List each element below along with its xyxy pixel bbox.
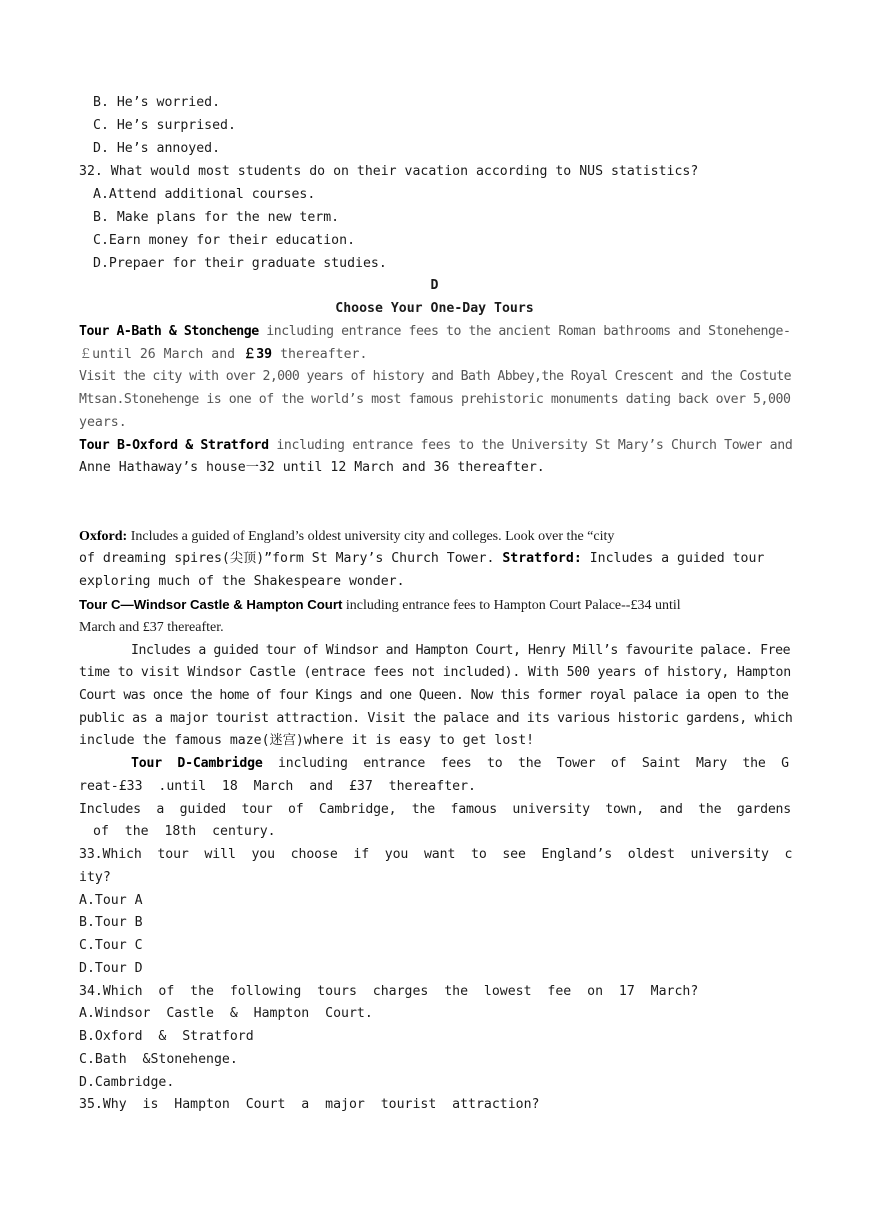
q33-option-c: C.Tour C [79, 938, 143, 953]
q33-option-d: D.Tour D [79, 961, 143, 976]
q34-option-d: D.Cambridge. [79, 1075, 175, 1090]
q33-question-2: ity? [79, 870, 111, 885]
q33-option-a: A.Tour A [79, 893, 143, 908]
tour-d-fee-text: including entrance fees to the Tower of Saint Mary the G [262, 756, 789, 771]
tour-c-heading: Tour C—Windsor Castle & Hampton Court [79, 597, 343, 612]
tour-d-desc-2: of the 18th century. [93, 824, 276, 839]
tour-b-oxford-line2 [79, 548, 791, 571]
q32-option-a: A.Attend additional courses. [93, 187, 316, 202]
q32-option-c: C.Earn money for their education. [93, 233, 356, 248]
q32-option-b: B. Make plans for the new term. [93, 210, 340, 225]
tour-a-desc-2: Mtsan.Stonehenge is one of the world’s most famous prehistoric monuments dating back over 5,000 [79, 392, 791, 407]
q35-question: 35.Why is Hampton Court a major tourist attraction? [79, 1097, 540, 1112]
tour-c-desc-4: public as a major tourist attraction. Visit the palace and its various historic gardens, which [79, 711, 793, 726]
tour-c-desc-1: Includes a guided tour of Windsor and Hampton Court, Henry Mill’s favourite palace. Free [131, 643, 791, 658]
tour-b-fee-text: including entrance fees to the University St Mary’s Church Tower and [268, 438, 793, 453]
q34-question: 34.Which of the following tours charges the lowest fee on 17 March? [79, 984, 699, 999]
tour-b-oxford-line1 [79, 526, 791, 549]
q32-option-d: D.Prepaer for their graduate studies. [93, 256, 387, 271]
tour-a-heading: Tour A-Bath & Stonchenge [79, 324, 259, 339]
tour-d-desc-1: Includes a guided tour of Cambridge, the famous university town, and the gardens [79, 802, 792, 817]
stratford-desc-2: exploring much of the Shakespeare wonder. [79, 574, 405, 589]
q32-question: 32. What would most students do on their vacation according to NUS statistics? [79, 164, 699, 179]
tour-a-desc-3: years. [79, 415, 127, 430]
tour-c-line2: March and £37 thereafter. [79, 620, 224, 635]
tour-b-heading: Tour B-Oxford & Stratford [79, 438, 269, 453]
tour-d-heading: Tour D-Cambridge [131, 756, 263, 771]
q33-option-b: B.Tour B [79, 915, 143, 930]
tour-a-fee-until: ￡until 26 March and [79, 347, 244, 362]
q34-option-c: C.Bath &Stonehenge. [79, 1052, 238, 1067]
q31-option-c: C. He’s surprised. [93, 118, 236, 133]
tour-a-thereafter: thereafter. [272, 347, 368, 362]
section-title: Choose Your One-Day Tours [335, 301, 534, 316]
tour-c-fee-text: including entrance fees to Hampton Court Palace--£34 until [342, 598, 681, 613]
tour-b-line1 [79, 435, 791, 458]
tour-d-line2: reat-£33 .until 18 March and £37 thereafter. [79, 779, 476, 794]
tour-b-line2: Anne Hathaway’s house一32 until 12 March and 36 thereafter. [79, 460, 545, 475]
tour-a-line2 [79, 344, 791, 367]
tour-c-desc-2: time to visit Windsor Castle (entrace fees not included). With 500 years of history, Hampton [79, 665, 792, 680]
tour-a-fee-text: including entrance fees to the ancient Roman bathrooms and Stonehenge- [258, 324, 791, 339]
q34-option-b: B.Oxford & Stratford [79, 1029, 254, 1044]
q31-option-b: B. He’s worried. [93, 95, 221, 110]
oxford-desc-1: Includes a guided of England’s oldest university city and colleges. Look over the “city [127, 529, 615, 544]
stratford-label: Stratford: [502, 551, 582, 566]
oxford-desc-2: of dreaming spires(尖顶)”form St Mary’s Church Tower. [79, 551, 503, 566]
stratford-desc-1: Includes a guided tour [581, 551, 765, 566]
section-letter: D [430, 278, 439, 293]
tour-a-desc-1: Visit the city with over 2,000 years of history and Bath Abbey,the Royal Crescent and the Costute [79, 369, 791, 384]
tour-a-line1 [79, 321, 791, 344]
q33-question-1: 33.Which tour will you choose if you want to see England’s oldest university c [79, 847, 793, 862]
oxford-label: Oxford: [79, 529, 128, 544]
tour-a-price: ￡39 [243, 347, 273, 362]
tour-c-line1 [79, 594, 791, 617]
tour-c-desc-3: Court was once the home of four Kings and one Queen. Now this former royal palace ia open to the [79, 688, 789, 703]
tour-d-line1 [131, 753, 791, 776]
tour-c-desc-5: include the famous maze(迷宫)where it is easy to get lost! [79, 733, 535, 748]
q34-option-a: A.Windsor Castle & Hampton Court. [79, 1006, 373, 1021]
q31-option-d: D. He’s annoyed. [93, 141, 221, 156]
